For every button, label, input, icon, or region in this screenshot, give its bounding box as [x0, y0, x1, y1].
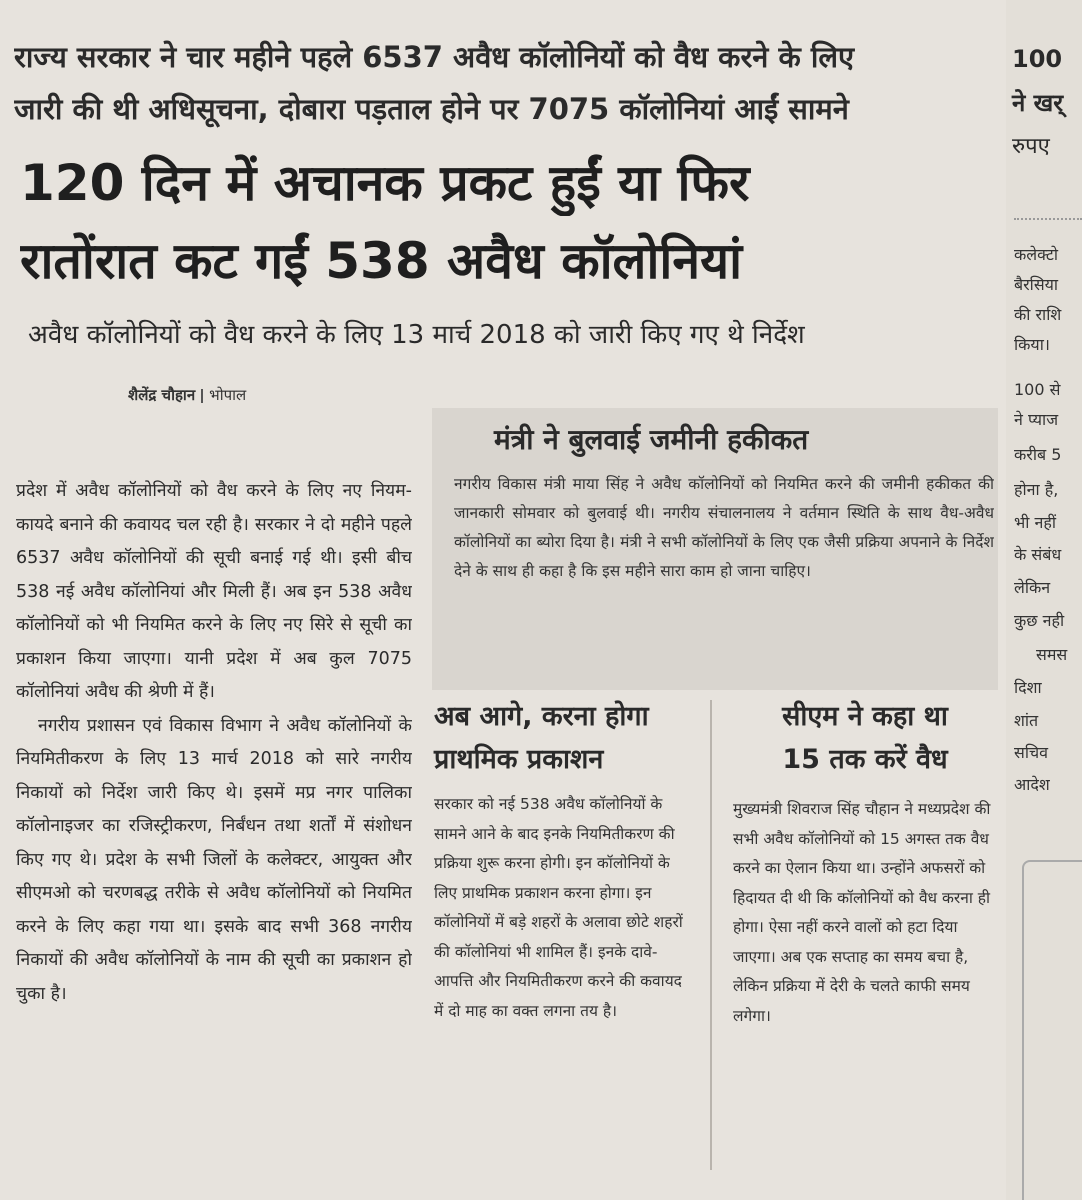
byline-author: शैलेंद्र चौहान	[128, 386, 196, 404]
adjacent-line: 100 से	[1014, 380, 1061, 399]
sidebar-box	[432, 408, 998, 690]
adjacent-line: आदेश	[1014, 775, 1050, 794]
byline-place: भोपाल	[209, 386, 247, 404]
byline	[128, 385, 246, 405]
column-divider	[710, 700, 712, 1170]
adjacent-line: बैरसिया	[1014, 275, 1059, 294]
adjacent-line: भी नहीं	[1014, 513, 1056, 532]
adjacent-line: समस	[1036, 645, 1068, 664]
sideB-title	[740, 695, 990, 781]
sideA-title-line-2: प्राथमिक प्रकाशन	[434, 744, 604, 775]
sideA-title	[434, 695, 704, 781]
article-body	[16, 475, 412, 1175]
sideB-text: मुख्यमंत्री शिवराज सिंह चौहान ने मध्यप्रदेश की सभी अवैध कॉलोनियों को 15 अगस्त तक वैध करने का ऐलान किया था। उन्होंने अफसरों को हिदायत दी थी कि कॉलोनियों को वैध करना ही होगा। ऐसा नहीं करने वालों को हटा दिया जाएगा। अब एक सप्ताह का समय बचा है, लेकिन प्रक्रिया में देरी के चलते काफी समय लगेगा।	[733, 800, 991, 1025]
kicker-line-1: राज्य सरकार ने चार महीने पहले 6537 अवैध कॉलोनियों को वैध करने के लिए	[14, 40, 855, 74]
sideA-title-line-1: अब आगे, करना होगा	[434, 701, 649, 732]
adjacent-box-outline	[1022, 860, 1082, 1200]
sideB-title-line-1: सीएम ने कहा था	[782, 701, 948, 732]
adjacent-line: होना है,	[1014, 480, 1059, 499]
adjacent-line: दिशा	[1014, 678, 1042, 697]
subheadline: अवैध कॉलोनियों को वैध करने के लिए 13 मार्च 2018 को जारी किए गए थे निर्देश	[28, 320, 805, 350]
adjacent-line: सचिव	[1014, 743, 1049, 762]
sidebar-box-text: नगरीय विकास मंत्री माया सिंह ने अवैध कॉलोनियों को नियमित करने की जमीनी हकीकत की जानकारी सोमवार को बुलवाई थी। नगरीय संचालनालय ने वर्तमान स्थिति के साथ वैध-अवैध कॉलोनियों का ब्योरा दिया है। मंत्री ने सभी कॉलोनियों के लिए एक जैसी प्रक्रिया अपनाने के निर्देश देने के साथ ही कहा है कि इस महीने सारा काम हो जाना चाहिए।	[454, 475, 994, 580]
adjacent-line: कुछ नही	[1014, 611, 1065, 630]
adjacent-line: के संबंध	[1014, 545, 1062, 564]
sideB-title-line-2: 15 तक करें वैध	[782, 744, 948, 775]
adjacent-line: की राशि	[1014, 305, 1062, 324]
byline-separator	[201, 389, 203, 403]
kicker-line-2: जारी की थी अधिसूचना, दोबारा पड़ताल होने पर 7075 कॉलोनियां आईं सामने	[14, 92, 849, 126]
sidebar-box-title: मंत्री ने बुलवाई जमीनी हकीकत	[494, 423, 809, 456]
adjacent-line: शांत	[1014, 711, 1039, 730]
adjacent-line: करीब 5	[1014, 445, 1062, 464]
sideA-text: सरकार को नई 538 अवैध कॉलोनियों के सामने आने के बाद इनके नियमितीकरण की प्रक्रिया शुरू करना होगी। इन कॉलोनियों के लिए प्राथमिक प्रकाशन करना होगा। इन कॉलोनियों में बड़े शहरों के अलावा छोटे शहरों की कॉलोनियां भी शामिल हैं। इनके दावे-आपत्ति और नियमितीकरण करने की कवायद में दो माह का वक्त लगना तय है।	[434, 795, 683, 1020]
adjacent-line: लेकिन	[1014, 578, 1051, 597]
article-paragraph-2: नगरीय प्रशासन एवं विकास विभाग ने अवैध कॉलोनियों के नियमितीकरण के लिए 13 मार्च 2018 को सारे नगरीय निकायों को निर्देश जारी किए थे। इसमें मप्र नगर पालिका कॉलोनाइजर का रजिस्ट्रीकरण, निर्बंधन तथा शर्तों में संशोधन किए गए थे। प्रदेश के सभी जिलों के कलेक्टर, आयुक्त और सीएमओ को चरणबद्ध तरीके से अवैध कॉलोनियों को नियमित करने के लिए कहा गया था। इसके बाद सभी 368 नगरीय निकायों की अवैध कॉलोनियों के नाम की सूची का प्रकाशन हो चुका है।	[16, 715, 412, 1004]
article-paragraph-1: प्रदेश में अवैध कॉलोनियों को वैध करने के लिए नए नियम-कायदे बनाने की कवायद चल रही है। सरकार ने दो महीने पहले 6537 अवैध कॉलोनियों की सूची बनाई गई थी। इसी बीच 538 नई अवैध कॉलोनियां और मिली हैं। अब इन 538 अवैध कॉलोनियों को भी नियमित करने के लिए नए सिरे से सूची का प्रकाशन किया जाएगा। यानी प्रदेश में अब कुल 7075 कॉलोनियां अवैध की श्रेणी में हैं।	[16, 481, 412, 702]
adjacent-line: किया।	[1014, 335, 1050, 354]
headline-line-2: रातोंरात कट गईं 538 अवैध कॉलोनियां	[20, 232, 743, 290]
adjacent-separator	[1014, 218, 1082, 220]
adjacent-headline-1: 100	[1012, 45, 1063, 73]
adjacent-headline-2: ने खर्	[1012, 89, 1064, 117]
adjacent-headline-3: रुपए	[1012, 134, 1050, 159]
adjacent-article-strip	[1006, 0, 1082, 1200]
adjacent-line: ने प्याज	[1014, 410, 1059, 429]
headline-line-1: 120 दिन में अचानक प्रकट हुईं या फिर	[20, 154, 750, 212]
adjacent-line: कलेक्टो	[1014, 245, 1059, 264]
